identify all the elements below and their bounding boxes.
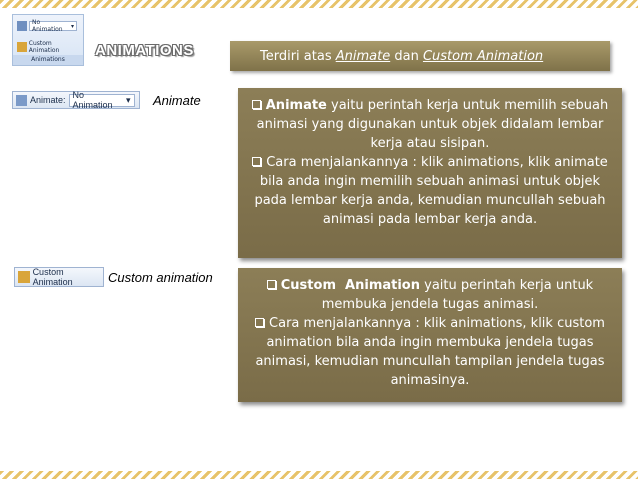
- banner-animate: Animate: [335, 48, 391, 64]
- banner-custom-animation: Custom Animation: [422, 48, 544, 64]
- animate-dropdown-mini[interactable]: [29, 21, 77, 31]
- animate-dropdown[interactable]: [69, 90, 135, 110]
- title-banner: [230, 41, 610, 71]
- checkbox-bullet-icon: [267, 280, 276, 289]
- animate-label: Animate:: [30, 95, 66, 105]
- custom-animation-howto: [250, 314, 610, 390]
- custom-animation-button[interactable]: [14, 267, 104, 287]
- animate-definition-text: yaitu perintah kerja untuk memilih sebuah animasi yang digunakan untuk objek didalam lembar kerja atau sisipan.: [256, 98, 609, 151]
- custom-animation-term: Custom Animation: [280, 278, 420, 293]
- banner-middle: dan: [390, 48, 423, 64]
- custom-animation-icon: [17, 42, 27, 52]
- ribbon-group-label: Animations: [13, 55, 83, 65]
- custom-animation-caption: Custom animation: [108, 270, 213, 285]
- animate-howto-text: Cara menjalankannya : klik animations, klik animate bila anda ingin memilih sebuah animasi untuk objek pada lembar kerja anda, kemudian muncullah sebuah animasi pada lembar kerja anda.: [254, 155, 608, 227]
- custom-animation-description-box: [238, 268, 622, 402]
- animate-control: [12, 91, 140, 109]
- animate-dropdown-mini-value: No Animation: [32, 19, 63, 33]
- custom-animation-icon: [18, 271, 30, 283]
- decorative-border-bottom: [0, 471, 638, 479]
- decorative-border-top: [0, 0, 638, 8]
- checkbox-bullet-icon: [255, 318, 264, 327]
- animate-dropdown-value: No Animation: [72, 90, 113, 110]
- animate-caption: Animate: [153, 93, 201, 108]
- banner-prefix: Terdiri atas: [260, 48, 336, 64]
- checkbox-bullet-icon: [252, 157, 261, 166]
- animate-term: Animate: [265, 98, 327, 113]
- animate-description-box: [238, 88, 622, 258]
- animate-definition: [250, 96, 610, 153]
- page-heading: ANIMATIONS: [95, 42, 194, 59]
- custom-animation-mini-button[interactable]: [17, 40, 83, 54]
- custom-animation-howto-text: Cara menjalankannya : klik animations, klik custom animation bila anda ingin membuka jendela tugas animasi, kemudian muncullah tampilan jendela tugas animasinya.: [255, 316, 605, 388]
- custom-animation-definition: [250, 276, 610, 314]
- chevron-down-icon: ▾: [70, 22, 74, 30]
- custom-animation-mini-label: Custom Animation: [28, 40, 60, 54]
- animate-icon: [16, 95, 27, 106]
- animate-icon: [17, 21, 27, 31]
- custom-animation-definition-text: yaitu perintah kerja untuk membuka jendela tugas animasi.: [321, 278, 594, 312]
- checkbox-bullet-icon: [252, 100, 261, 109]
- chevron-down-icon: ▾: [126, 94, 131, 105]
- animations-ribbon-thumbnail: [12, 14, 84, 66]
- custom-animation-button-label: Custom Animation: [32, 267, 73, 287]
- animate-howto: [250, 153, 610, 229]
